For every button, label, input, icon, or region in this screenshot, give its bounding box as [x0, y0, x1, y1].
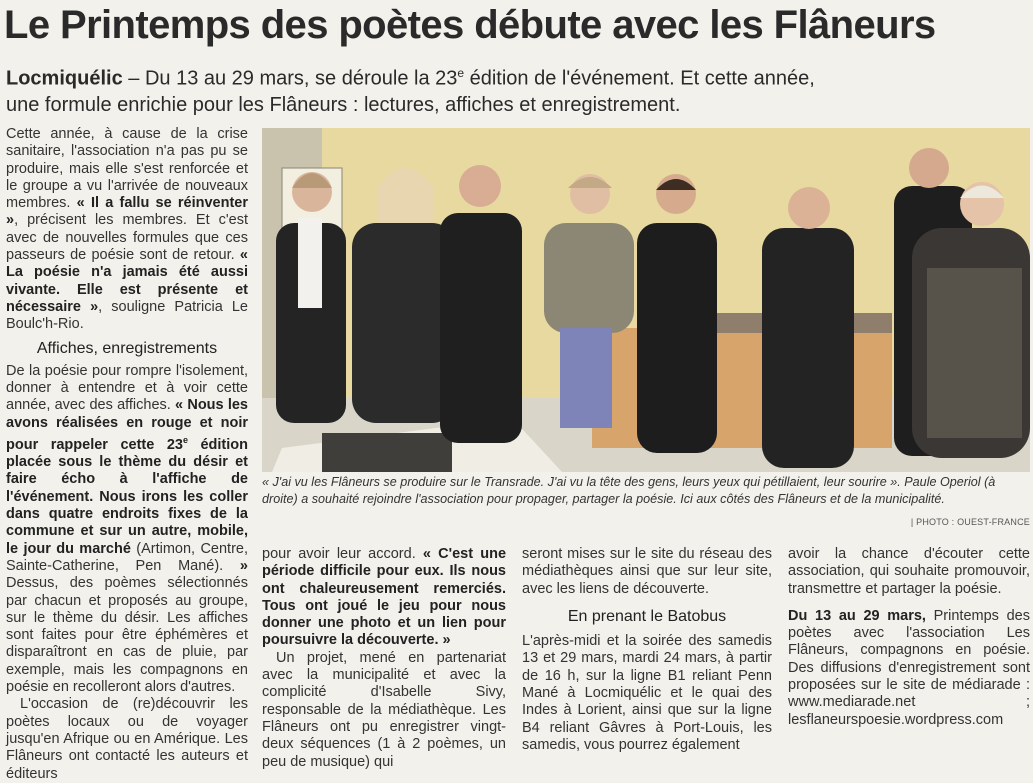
subhead-affiches: Affiches, enregistrements — [36, 339, 218, 357]
col4-p2-dates: Du 13 au 29 mars, — [788, 607, 926, 624]
col3-paragraph-2: L'après-midi et la soirée des samedis 13 et 29 mars, mardi 24 mars, à partir de 16 h, sur la ligne B1 reliant Penn Mané à Locmiquélic et le quai des Indes à Lorient, ainsi que sur la ligne B4 reliant Gâvres à Port-Louis, les samedis, vous pourrez également — [522, 633, 772, 753]
photo-poster-on-table — [322, 433, 452, 472]
col1-p1-quote1: « Il a fallu se réinventer » — [6, 195, 248, 229]
col1-paragraph-2 — [6, 363, 248, 696]
column-4 — [788, 546, 1030, 729]
col1-p2-quote-b: édition placée sous le thème du désir et faire écho à l'affiche de l'événement. Nous irons les coller dans quatre endroits fixes de la commune et sur un autre, mobile, le jour du marché — [6, 436, 248, 557]
subhead-batobus: En prenant le Batobus — [567, 607, 727, 625]
col1-p1-text: Cette année, à cause de la crise sanitaire, l'association n'a pas pu se produire, mais elle s'est renforcée et le groupe a vu l'arrivée de nouveaux membres. — [6, 126, 248, 212]
lead-dash: – — [122, 67, 145, 90]
col3-paragraph-1: seront mises sur le site du réseau des médiathèques ainsi que sur leur site, avec les liens de découverte. — [522, 546, 772, 597]
headline: Le Printemps des poètes débute avec les Flâneurs — [4, 3, 936, 47]
photo-credit: | PHOTO : OUEST-FRANCE — [910, 517, 1030, 527]
lead-paragraph — [6, 60, 826, 118]
column-1 — [6, 126, 248, 783]
col2-p1-text: pour avoir leur accord. — [262, 546, 423, 562]
col1-paragraph-3: L'occasion de (re)découvrir les poètes locaux ou de voyager jusqu'en Afrique ou en Amérique. Les Flâneurs ont contacté les auteurs et éditeurs — [6, 696, 248, 782]
lead-text-b: édition de l'événement. Et cette année, une formule enrichie pour les Flâneurs : lectures, affiches et enregistrement. — [6, 67, 815, 116]
col1-p2-quote-sup: e — [182, 435, 188, 446]
col1-p2-quote-a: « Nous les avons réalisées en rouge et noir pour rappeler cette 23 — [6, 397, 248, 453]
col1-paragraph-1 — [6, 126, 248, 334]
lead-sup: e — [457, 66, 465, 80]
col1-p1-text-b: , précisent les membres. Et c'est avec de nouvelles formules que ces passeurs de poésie sont de retour. — [6, 212, 248, 264]
group-photo-illustration — [262, 128, 1030, 472]
col4-paragraph-1: avoir la chance d'écouter cette association, qui souhaite promouvoir, transmettre et partager la poésie. — [788, 546, 1030, 597]
col4-p2-text: Printemps des poètes avec l'association Les Flâneurs, compagnons en poésie. Des diffusions d'enregistrement sont proposées sur le site de médiarade : www.mediarade.net ; lesflaneurspoesie.wordpress.com — [788, 607, 1030, 728]
lead-text-a: Du 13 au 29 mars, se déroule la 23 — [144, 67, 458, 90]
col1-p1-quote2: « La poésie n'a jamais été aussi vivante. Elle est présente et nécessaire » — [6, 247, 248, 315]
col1-p2-text-c: Dessus, des poèmes sélectionnés par chacun et proposés au groupe, sur le thème du désir. Les affiches sont faites pour être éphémères et disparaîtront en cas de pluie, par exemple, mais les compagnons en poésie en recolleront alors d'autres. — [6, 575, 248, 696]
col1-p1-text-c: , souligne Patricia Le Boulc'h-Rio. — [6, 298, 248, 333]
col2-paragraph-1 — [262, 546, 506, 650]
column-3 — [522, 546, 772, 754]
col4-paragraph-2 — [788, 608, 1030, 729]
col1-p2-text-a: De la poésie pour rompre l'isolement, donner à entendre et à voir cette année, avec des affiches. — [6, 362, 248, 414]
group-photo — [262, 128, 1030, 472]
col1-p2-text-b: (Artimon, Centre, Sainte-Catherine, Pen Mané). — [6, 540, 248, 574]
lead-place: Locmiquélic — [6, 67, 123, 90]
col2-paragraph-2: Un projet, mené en partenariat avec la municipalité et avec la complicité d'Isabelle Sivy, responsable de la médiathèque. Les Flâneurs ont pu enregistrer vingt-deux séquences (1 à 2 poèmes, un peu de musique) qui — [262, 649, 506, 770]
column-2 — [262, 546, 506, 771]
col2-p1-quote: « C'est une période difficile pour eux. Ils nous ont chaleureusement remerciés. Tous ont joué le jeu pour nous donner une photo et un lien pour poursuivre la découverte. » — [262, 546, 507, 649]
col1-p2-quote-c: » — [239, 557, 248, 574]
photo-caption: « J'ai vu les Flâneurs se produire sur le Transrade. J'ai vu la tête des gens, leurs yeux qui pétillaient, leur sourire ». Paule Operiol (à droite) a souhaité rejoindre l'association pour propager, partager la poésie. Ici aux côtés des Flâneurs et de la municipalité. — [262, 475, 996, 506]
